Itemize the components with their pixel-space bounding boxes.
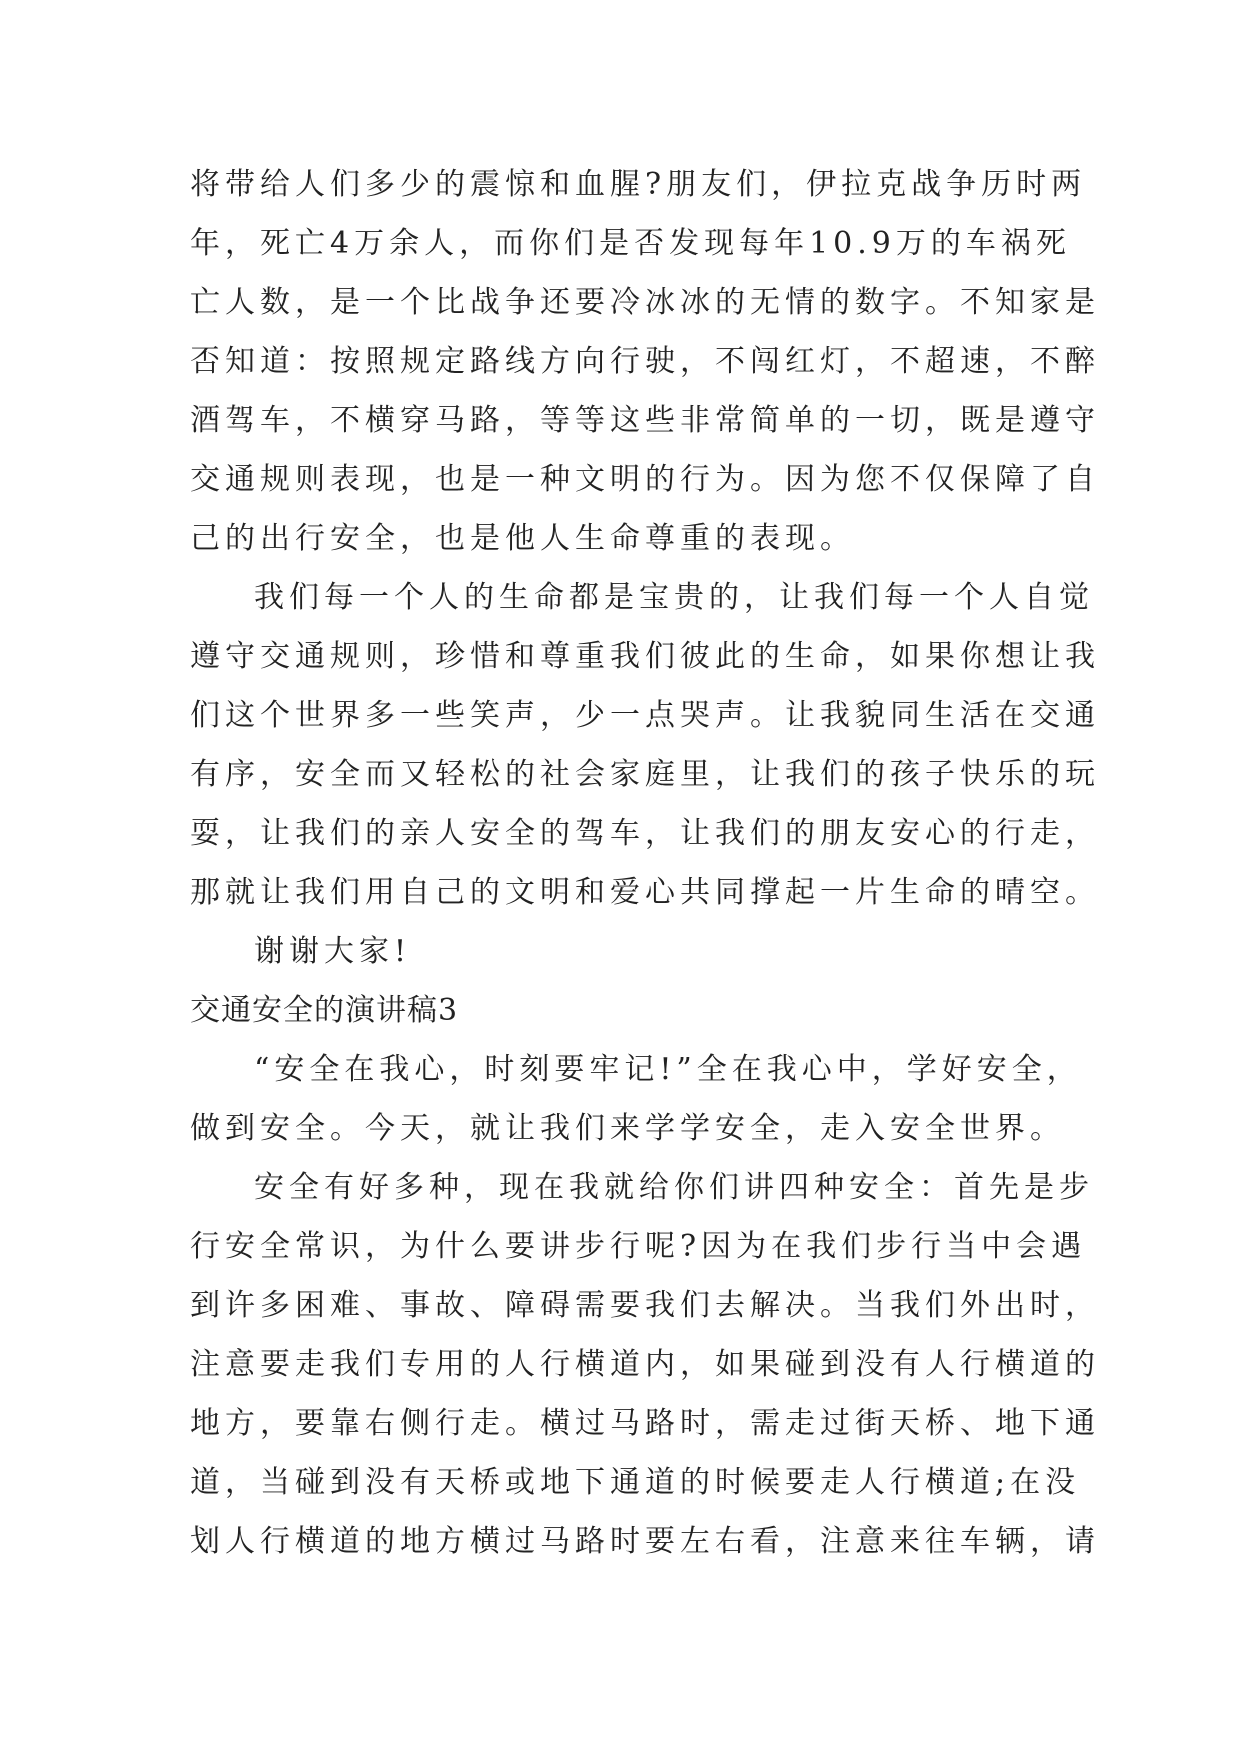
text-line: 安全有好多种，现在我就给你们讲四种安全：首先是步	[254, 1170, 1094, 1205]
text-line: 否知道：按照规定路线方向行驶，不闯红灯，不超速，不醉	[190, 344, 1100, 379]
text-line: 我们每一个人的生命都是宝贵的，让我们每一个人自觉	[254, 580, 1094, 615]
document-body	[190, 155, 1100, 1571]
text-line: 亡人数，是一个比战争还要冷冰冰的无情的数字。不知家是	[190, 285, 1100, 320]
text-line: 年，死亡4万余人，而你们是否发现每年10.9万的车祸死	[190, 226, 1071, 261]
text-line: 遵守交通规则，珍惜和尊重我们彼此的生命，如果你想让我	[190, 639, 1100, 674]
section-heading: 交通安全的演讲稿3	[190, 993, 459, 1028]
text-line: 交通规则表现，也是一种文明的行为。因为您不仅保障了自	[190, 462, 1100, 497]
text-line: 有序，安全而又轻松的社会家庭里，让我们的孩子快乐的玩	[190, 757, 1100, 792]
text-line: 耍，让我们的亲人安全的驾车，让我们的朋友安心的行走，	[190, 816, 1100, 851]
text-line: “安全在我心，时刻要牢记!”全在我心中，学好安全，	[254, 1052, 1082, 1087]
text-line: 到许多困难、事故、障碍需要我们去解决。当我们外出时，	[190, 1288, 1100, 1323]
text-line: 做到安全。今天，就让我们来学学安全，走入安全世界。	[190, 1111, 1065, 1146]
text-line: 行安全常识，为什么要讲步行呢?因为在我们步行当中会遇	[190, 1229, 1087, 1264]
text-line: 们这个世界多一些笑声，少一点哭声。让我貌同生活在交通	[190, 698, 1100, 733]
text-line: 己的出行安全，也是他人生命尊重的表现。	[190, 521, 855, 556]
text-line: 将带给人们多少的震惊和血腥?朋友们，伊拉克战争历时两	[190, 167, 1087, 202]
text-line: 那就让我们用自己的文明和爱心共同撑起一片生命的晴空。	[190, 875, 1100, 910]
text-line: 注意要走我们专用的人行横道内，如果碰到没有人行横道的	[190, 1347, 1100, 1382]
text-line: 谢谢大家!	[254, 934, 412, 969]
text-line: 酒驾车，不横穿马路，等等这些非常简单的一切，既是遵守	[190, 403, 1100, 438]
text-line: 地方，要靠右侧行走。横过马路时，需走过街天桥、地下通	[190, 1406, 1100, 1441]
text-line: 划人行横道的地方横过马路时要左右看，注意来往车辆，请	[190, 1524, 1100, 1559]
text-line: 道，当碰到没有天桥或地下通道的时候要走人行横道;在没	[190, 1465, 1081, 1500]
